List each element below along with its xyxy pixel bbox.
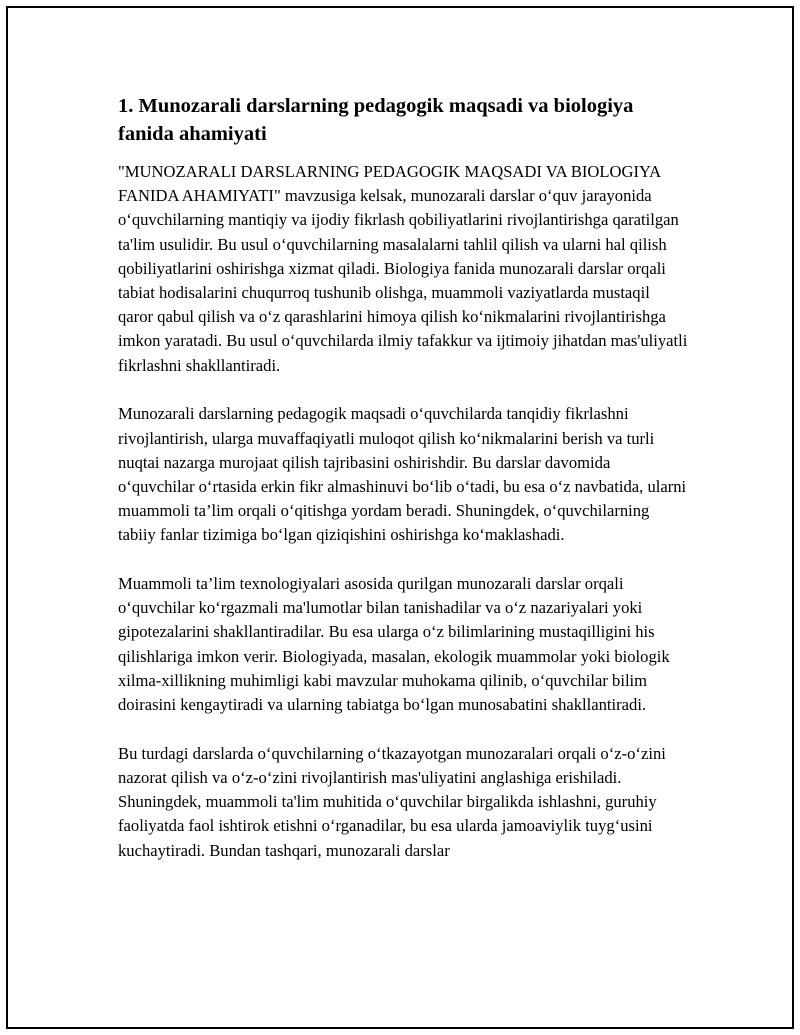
paragraph-1: "MUNOZARALI DARSLARNING PEDAGOGIK MAQSADI VA BIOLOGIYA FANIDA AHAMIYATI" mavzusiga kelsak, munozarali darslar o‘quv jarayonida o‘quvchilarning mantiqiy va ijodiy fikrlash qobiliyatlarini rivojlantirishga qaratilgan ta'lim usulidir. Bu usul o‘quvchilarning masalalarni tahlil qilish va ularni hal qilish qobiliyatlarini oshirishga xizmat qiladi. Biologiya fanida munozarali darslar orqali tabiat hodisalarini chuqurroq tushunib olishga, muammoli vaziyatlarda mustaqil qaror qabul qilish va o‘z qarashlarini himoya qilish ko‘nikmalarini rivojlantirishga imkon yaratadi. Bu usul o‘quvchilarda ilmiy tafakkur va ijtimoiy jihatdan mas'uliyatli fikrlashni shakllantiradi. <box>118 162 688 375</box>
paragraph-3: Muammoli ta’lim texnologiyalari asosida qurilgan munozarali darslar orqali o‘quvchilar ko‘rgazmali ma'lumotlar bilan tanishadilar va o‘z nazariyalari yoki gipotezalarini shakllantiradilar. Bu esa ularga o‘z bilimlarining mustaqilligini his qilishlariga imkon verir. Biologiyada, masalan, ekologik muammolar yoki biologik xilma-xillikning muhimligi kabi mavzular muhokama qilinib, o‘quvchilar bilim doirasini kengaytiradi va ularning tabiatga bo‘lgan munosabatini shakllantiradi. <box>118 574 670 715</box>
document-body <box>118 92 688 887</box>
paragraph-4: Bu turdagi darslarda o‘quvchilarning o‘tkazayotgan munozaralari orqali o‘z-o‘zini nazorat qilish va o‘z-o‘zini rivojlantirish mas'uliyatini anglashiga erishiladi. Shuningdek, muammoli ta'lim muhitida o‘quvchilar birgalikda ishlashni, guruhiy faoliyatda faol ishtirok etishni o‘rganadilar, bu esa ularda jamoaviylik tuyg‘usini kuchaytiradi. Bundan tashqari, munozarali darslar <box>118 743 666 860</box>
paragraph-2: Munozarali darslarning pedagogik maqsadi o‘quvchilarda tanqidiy fikrlashni rivojlantirish, ularga muvaffaqiyatli muloqot qilish ko‘nikmalarini berish va turli nuqtai nazarga murojaat qilish tajribasini oshirishdir. Bu darslar davomida o‘quvchilar o‘rtasida erkin fikr almashinuvi bo‘lib o‘tadi, bu esa o‘z navbatida, ularni muammoli ta’lim orqali o‘qitishga yordam beradi. Shuningdek, o‘quvchilarning tabiiy fanlar tizimiga bo‘lgan qiziqishini oshirishga ko‘maklashadi. <box>118 404 687 545</box>
section-heading: 1. Munozarali darslarning pedagogik maqsadi va biologiya fanida ahamiyati <box>118 95 634 145</box>
